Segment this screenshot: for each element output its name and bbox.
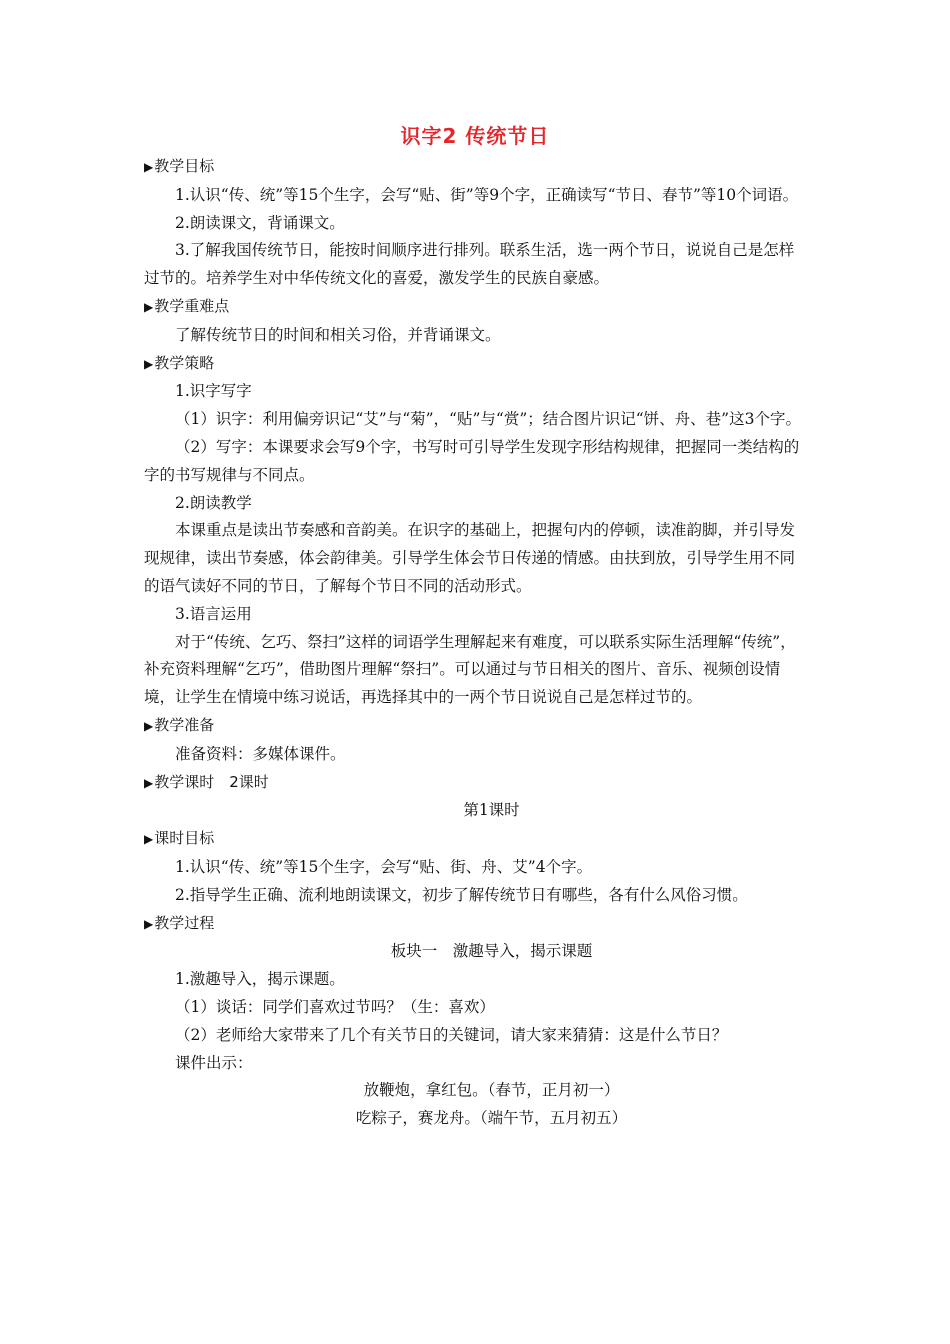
section-heading-key-points: ▶教学重难点 bbox=[144, 296, 230, 315]
process-step-1-1: （1）谈话：同学们喜欢过节吗？（生：喜欢） bbox=[175, 997, 495, 1016]
section-heading-goals: ▶教学目标 bbox=[144, 157, 215, 175]
triangle-bullet-icon: ▶ bbox=[144, 356, 154, 371]
courseware-clue-1: 放鞭炮，拿红包。（春节，正月初一） bbox=[363, 1081, 620, 1100]
triangle-bullet-icon: ▶ bbox=[144, 299, 154, 314]
triangle-bullet-icon: ▶ bbox=[144, 916, 154, 931]
section-heading-hours: ▶教学课时 2课时 bbox=[144, 772, 269, 791]
section-heading-process: ▶教学过程 bbox=[144, 913, 215, 932]
process-step-1: 1.激趣导入，揭示课题。 bbox=[175, 970, 345, 989]
triangle-bullet-icon: ▶ bbox=[144, 160, 154, 174]
prep-text: 准备资料：多媒体课件。 bbox=[175, 744, 346, 763]
strategy-language-text: 对于“传统、乞巧、祭扫”这样的词语学生理解起来有难度，可以联系实际生活理解“传统”，补充资料理解“乞巧”，借助图片理解“祭扫”。可以通过与节日相关的图片、音乐、视频创设情境，让学生在情境中练习说话，再选择其中的一两个节日说说自己是怎样过节的。 bbox=[144, 632, 796, 707]
key-points-text: 了解传统节日的时间和相关习俗，并背诵课文。 bbox=[175, 325, 501, 344]
lesson-goal-item-1: 1.认识“传、统”等15个生字，会写“贴、街、舟、艾”4个字。 bbox=[175, 857, 593, 876]
document-title: 识字2 传统节日 bbox=[400, 124, 550, 148]
section-heading-prep: ▶教学准备 bbox=[144, 715, 215, 734]
strategy-reading-title: 2.朗读教学 bbox=[175, 493, 252, 512]
courseware-label: 课件出示： bbox=[175, 1053, 253, 1072]
section-heading-lesson-goals: ▶课时目标 bbox=[144, 829, 215, 848]
strategy-literacy-title: 1.识字写字 bbox=[175, 382, 252, 401]
document-body bbox=[144, 153, 809, 1133]
strategy-reading-text: 本课重点是读出节奏感和音韵美。在识字的基础上，把握句内的停顿，读准韵脚，并引导发现规律，读出节奏感，体会韵律美。引导学生体会节日传递的情感。由扶到放，引导学生用不同的语气读好不同的节日，了解每个节日不同的活动形式。 bbox=[144, 521, 796, 595]
strategy-literacy-recognition: （1）识字：利用偏旁识记“艾”与“菊”，“贴”与“赏”；结合图片识记“饼、舟、巷”这3个字。 bbox=[175, 410, 801, 429]
goal-item-2: 2.朗读课文，背诵课文。 bbox=[175, 213, 345, 232]
triangle-bullet-icon: ▶ bbox=[144, 718, 154, 733]
strategy-language-title: 3.语言运用 bbox=[175, 604, 252, 623]
courseware-clue-2: 吃粽子，赛龙舟。（端午节，五月初五） bbox=[355, 1109, 628, 1128]
lesson-goal-item-2: 2.指导学生正确、流利地朗读课文，初步了解传统节日有哪些，各有什么风俗习惯。 bbox=[175, 885, 748, 904]
section-heading-strategy: ▶教学策略 bbox=[144, 353, 215, 372]
block-title: 板块一 激趣导入，揭示课题 bbox=[390, 942, 593, 961]
goal-item-3: 3.了解我国传统节日，能按时间顺序进行排列。联系生活，选一两个节日，说说自己是怎样过节的。培养学生对中华传统文化的喜爱，激发学生的民族自豪感。 bbox=[144, 241, 795, 288]
strategy-literacy-writing: （2）写字：本课要求会写9个字，书写时可引导学生发现字形结构规律，把握同一类结构的字的书写规律与不同点。 bbox=[144, 437, 800, 484]
process-step-1-2: （2）老师给大家带来了几个有关节日的关键词，请大家来猜猜：这是什么节日？ bbox=[175, 1025, 728, 1044]
triangle-bullet-icon: ▶ bbox=[144, 775, 154, 790]
lesson-heading: 第1课时 bbox=[463, 801, 520, 820]
goal-item-1: 1.认识“传、统”等15个生字，会写“贴、街”等9个字，正确读写“节日、春节”等10个词语。 bbox=[175, 185, 799, 204]
triangle-bullet-icon: ▶ bbox=[144, 832, 154, 847]
